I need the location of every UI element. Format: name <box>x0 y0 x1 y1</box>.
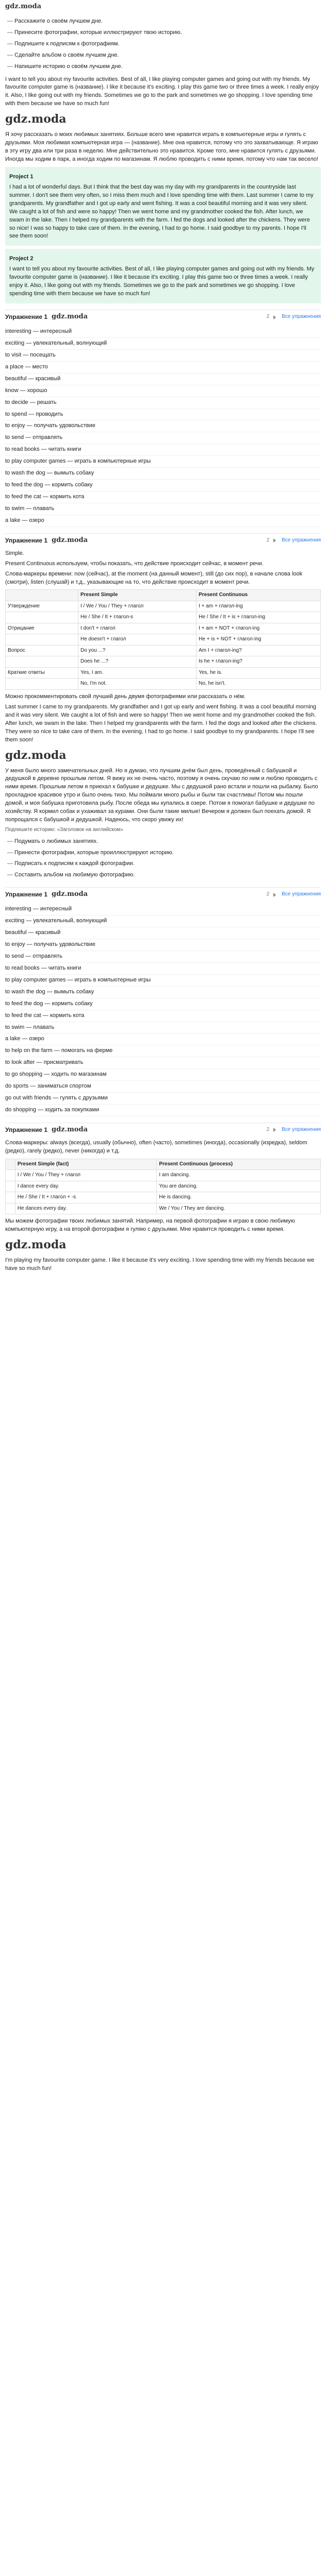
list-item: — Подпишите к подписям к фотографиям. <box>5 39 321 50</box>
list-item: a lake — озеро <box>5 1033 321 1045</box>
table-cell: He dances every day. <box>15 1203 157 1214</box>
vocab-list-2 <box>5 904 321 1116</box>
list-item: — Сделайте альбом о своём лучшем дне. <box>5 50 321 61</box>
chevron-right-icon <box>273 538 276 543</box>
list-item: to visit — посещать <box>5 350 321 362</box>
table-row <box>6 1203 321 1214</box>
closing-russian: Мы можем фотографии твоих любимых занятий. Например, на первой фотографии я играю в свою любимую компьютерную игру, а на второй фотографии я гуляю с друзьями. Мне нравится проводить с ними время. <box>5 1218 295 1233</box>
table-header: Present Continuous (process) <box>157 1159 321 1170</box>
grammar-note: Можно прокомментировать свой лучший день двумя фотографиями или рассказать о нём. <box>5 693 246 700</box>
list-item: — Подписать к подписям к каждой фотографии. <box>5 858 321 870</box>
table-header: Present Simple <box>78 590 197 601</box>
exercise-count: 2 <box>266 891 270 897</box>
list-item: to decide — решать <box>5 397 321 409</box>
project-2-label: Project 2 <box>9 256 34 262</box>
story-days-english: Last summer I came to my grandparents. My grandfather and I got up early and went fishing. It was a cool beautiful morning and it was very silent. We caught a lot of fish and were so happy! Then we went home and my grandmother cooked the fish. After lunch, we swam in the lake. Then I helped my grandparents with the farm. I fed the dogs and looked after the chickens. They were so nice to take care of them. In the evening, I had to go home. I said goodbye to my grandparents. I hope I'll see them soon! <box>5 703 317 743</box>
table-row <box>6 623 321 634</box>
table-cell: No, I'm not. <box>78 679 197 690</box>
brand-header <box>5 0 321 14</box>
table-header: Present Simple (fact) <box>15 1159 157 1170</box>
exercise-count: 2 <box>266 1127 270 1133</box>
table-cell <box>6 1192 15 1204</box>
exercise-header <box>5 533 321 548</box>
list-item: to play computer games — играть в компьютерные игры <box>5 975 321 987</box>
table-cell: I + am + NOT + глагол-ing <box>197 623 321 634</box>
table-cell: Does he ...? <box>78 656 197 668</box>
list-item: a place — место <box>5 362 321 374</box>
table-cell: Вопрос <box>6 645 78 656</box>
table-cell: We / You / They are dancing. <box>157 1203 321 1214</box>
table-cell: I am dancing. <box>157 1170 321 1181</box>
list-item: — Напишите историю о своём лучшем дне. <box>5 61 321 73</box>
table-cell: No, he isn't. <box>197 679 321 690</box>
watermark: gdz.moda <box>52 313 88 321</box>
list-item: to swim — плавать <box>5 503 321 515</box>
list-item: to read books — читать книги <box>5 444 321 456</box>
table-row <box>6 679 321 690</box>
table-cell: Do you ...? <box>78 645 197 656</box>
exercise-header <box>5 310 321 324</box>
table-header <box>6 1159 15 1170</box>
table-row <box>6 1192 321 1204</box>
chevron-right-icon <box>273 1128 276 1132</box>
caption: Подпишите историю: «Заголовок на английском» <box>5 827 123 833</box>
table-row <box>6 1181 321 1192</box>
simple-continuous-table <box>5 1159 321 1215</box>
table-cell: You are dancing. <box>157 1181 321 1192</box>
list-item: to read books — читать книги <box>5 963 321 975</box>
list-item: to enjoy — получать удовольствие <box>5 939 321 951</box>
table-row <box>6 667 321 679</box>
watermark: gdz.moda <box>5 748 67 762</box>
story-russian-1: Я хочу рассказать о моих любимых занятиях. Больше всего мне нравится играть в компьютерные игры и гулять с друзьями. Моя любимая компьютерная игра — (название). Мне она нравится, потому что это захватывающе. Я играю в эту игру два или три раза в неделю. Мне действительно это нравится. Кроме того, мне нравится гулять с друзьями. Иногда мы ходим в парк, а иногда ходим по магазинам. Я люблю проводить с ними время, потому что нам так весело! <box>5 131 318 162</box>
list-item: exciting — увлекательный, волнующий <box>5 916 321 927</box>
list-item: to wash the dog — вымыть собаку <box>5 468 321 480</box>
table-row <box>6 612 321 623</box>
table-cell: Am I + глагол-ing? <box>197 645 321 656</box>
project-2-block <box>5 249 321 303</box>
list-item: go out with friends — гулять с друзьями <box>5 1093 321 1105</box>
exercise-title: Упражнение 1 <box>5 313 47 320</box>
chevron-right-icon <box>273 893 276 897</box>
vocab-list <box>5 326 321 527</box>
project-1-block <box>5 167 321 246</box>
table-cell: I / We / You / They + глагол <box>15 1170 157 1181</box>
grammar-intro: Present Continuous используем, чтобы показать, что действие происходит сейчас, в момент речи. <box>5 560 264 567</box>
project-1-text: I had a lot of wonderful days. But I think that the best day was my day with my grandparents in the countryside last summer. I don't see them very often, so I miss them much and I love spending time with them. Last summer I came to my grandparents. My grandfather and I got up early and went fishing. It was a cool beautiful morning and it was very silent. We caught a lot of fish and were so happy! Then we went home and my grandmother cooked the fish. After lunch, we swam in the lake. Then I helped my grandparents with the farm. I fed the dogs and looked after the chickens. They were so nice! I was so happy to take care of them. In the evening, I had to go home. I said goodbye to my parents. I hope I'll see them soon! <box>9 183 314 240</box>
list-item: interesting — интересный <box>5 904 321 916</box>
exercise-count: 2 <box>266 314 270 320</box>
table-cell: He + is + NOT + глагол-ing <box>197 634 321 646</box>
list-item: beautiful — красивый <box>5 927 321 939</box>
list-item: to send — отправлять <box>5 951 321 963</box>
table-cell: He / She / It + глагол + -s <box>15 1192 157 1204</box>
table-cell: He / She / It + is + глагол-ing <box>197 612 321 623</box>
table-cell: Отрицание <box>6 623 78 634</box>
table-row <box>6 634 321 646</box>
intro-task-list <box>5 16 321 73</box>
list-item: know — хорошо <box>5 385 321 397</box>
grammar-title: Simple. <box>5 550 24 556</box>
list-item: to send — отправлять <box>5 432 321 444</box>
table-row <box>6 601 321 612</box>
table-cell <box>6 1170 15 1181</box>
list-item: to feed the dog — кормить собаку <box>5 480 321 492</box>
table-cell: I / We / You / They + глагол <box>78 601 197 612</box>
table-row <box>6 645 321 656</box>
table-cell: Утверждение <box>6 601 78 612</box>
list-item: exciting — увлекательный, волнующий <box>5 338 321 350</box>
table-cell <box>6 612 78 623</box>
list-item: a lake — озеро <box>5 515 321 527</box>
table-header: Present Continuous <box>197 590 321 601</box>
table-cell: He doesn't + глагол <box>78 634 197 646</box>
exercise-count: 2 <box>266 537 270 544</box>
watermark: gdz.moda <box>5 112 67 126</box>
list-item: to help on the farm — помогать на ферме <box>5 1045 321 1057</box>
project-2-text: I want to tell you about my favourite activities. Best of all, I like playing computer games and going out with my friends. My favourite computer game is (название). I like it because it's exciting. I play this game two or three times a week. I really enjoy it. Also, I like going out with my friends. Sometimes we go to the park and sometimes we go shopping. I love spending time with them because we have so much fun! <box>9 266 315 297</box>
list-item: to wash the dog — вымыть собаку <box>5 987 321 998</box>
list-item: — Подумать о любимых занятиях. <box>5 836 321 848</box>
watermark: gdz.moda <box>52 1126 88 1134</box>
table-row <box>6 1170 321 1181</box>
story-days-russian: У меня было много замечательных дней. Но я думаю, что лучшим днём был день, проведённый с бабушкой и дедушкой в деревне прошлым летом. Я вижу их не очень часто, поэтому я очень скучаю по ним и люблю проводить с ними время. Прошлым летом я приехал к бабушке и дедушке. Мы с дедушкой рано встали и пошли на рыбалку. Было прохладное красивое утро и было очень тихо. Мы поймали много рыбы и были так счастливы! Потом мы пошли домой, и моя бабушка приготовила рыбу. После обеда мы купались в озере. Потом я помогал бабушке и дедушке по хозяйству. Я кормил собак и ухаживал за курами. Они были такие милые! Вечером я должен был поехать домой. Я попрощался с бабушкой и дедушкой. Надеюсь, что скоро увижу их! <box>5 767 318 823</box>
watermark: gdz.moda <box>52 890 88 899</box>
table-cell: Yes, I am. <box>78 667 197 679</box>
list-item: — Расскажите о своём лучшем дне. <box>5 16 321 27</box>
table-cell: Yes, he is. <box>197 667 321 679</box>
list-item: to feed the cat — кормить кота <box>5 1010 321 1022</box>
list-item: beautiful — красивый <box>5 374 321 385</box>
table-cell: Краткие ответы <box>6 667 78 679</box>
table-cell: I + am + глагол-ing <box>197 601 321 612</box>
table-row <box>6 656 321 668</box>
watermark: gdz.moda <box>5 1238 67 1252</box>
table-header-row <box>6 590 321 601</box>
all-exercises-link[interactable]: Все упражнения <box>282 314 321 320</box>
exercise-title: Упражнение 1 <box>5 891 47 899</box>
list-item: — Принесите фотографии, которые иллюстрируют твою историю. <box>5 27 321 39</box>
list-item: do sports — заниматься спортом <box>5 1081 321 1093</box>
table-cell: He is dancing. <box>157 1192 321 1204</box>
repeat-task-list <box>5 836 321 882</box>
exercise-header <box>5 887 321 902</box>
list-item: to enjoy — получать удовольствие <box>5 420 321 432</box>
table-cell <box>6 656 78 668</box>
list-item: interesting — интересный <box>5 326 321 338</box>
list-item: to swim — плавать <box>5 1022 321 1034</box>
closing-english: I'm playing my favourite computer game. I like it because it's very exciting. I love spending time with my friends because we have so much fun! <box>5 1257 315 1272</box>
exercise-title: Упражнение 1 <box>5 536 47 544</box>
table-header-row <box>6 1159 321 1170</box>
list-item: to play computer games — играть в компьютерные игры <box>5 456 321 468</box>
table-cell: Is he + глагол-ing? <box>197 656 321 668</box>
grammar-markers: Слова-маркеры времени: now (сейчас), at the moment (на данный момент), still (до сих пор), в начале слова look (смотри), listen (слушай) и т.д., указывающие на то, что действие происходит в момент речи. <box>5 570 303 585</box>
watermark: gdz.moda <box>52 536 88 544</box>
site-logo[interactable]: gdz.moda <box>5 3 42 10</box>
list-item: to go shopping — ходить по магазинам <box>5 1069 321 1081</box>
grammar-table <box>5 589 321 690</box>
exercise-header <box>5 1123 321 1137</box>
list-item: — Принести фотографии, которые проиллюстрируют историю. <box>5 848 321 859</box>
table-cell <box>6 1181 15 1192</box>
markers-note: Слова-маркеры: always (всегда), usually (обычно), often (часто), sometimes (иногда), occasionally (изредка), seldom (редко), rarely (редко), never (никогда) и т.д. <box>5 1139 307 1154</box>
all-exercises-link[interactable]: Все упражнения <box>282 1127 321 1133</box>
chevron-right-icon <box>273 315 276 319</box>
table-cell: I don't + глагол <box>78 623 197 634</box>
list-item: to spend — проводить <box>5 409 321 421</box>
list-item: to look after — присматривать <box>5 1057 321 1069</box>
table-cell: I dance every day. <box>15 1181 157 1192</box>
list-item: do shopping — ходить за покупками <box>5 1105 321 1116</box>
project-1-label: Project 1 <box>9 173 34 180</box>
story-english-1: I want to tell you about my favourite activities. Best of all, I like playing computer games and going out with my friends. My favourite computer game is (название). I like it because it's exciting. I play this game two or three times a week. I really enjoy it. Also, I like going out with my friends. Sometimes we go to the park and sometimes we go shopping. I love spending time with them because we have so much fun! <box>5 76 319 107</box>
table-cell <box>6 634 78 646</box>
list-item: to feed the cat — кормить кота <box>5 492 321 503</box>
list-item: — Составить альбом на любимую фотографию. <box>5 870 321 881</box>
exercise-title: Упражнение 1 <box>5 1126 47 1133</box>
all-exercises-link[interactable]: Все упражнения <box>282 537 321 544</box>
all-exercises-link[interactable]: Все упражнения <box>282 891 321 897</box>
table-cell: He / She / It + глагол-s <box>78 612 197 623</box>
table-cell <box>6 1203 15 1214</box>
table-header <box>6 590 78 601</box>
list-item: to feed the dog — кормить собаку <box>5 998 321 1010</box>
table-cell <box>6 679 78 690</box>
